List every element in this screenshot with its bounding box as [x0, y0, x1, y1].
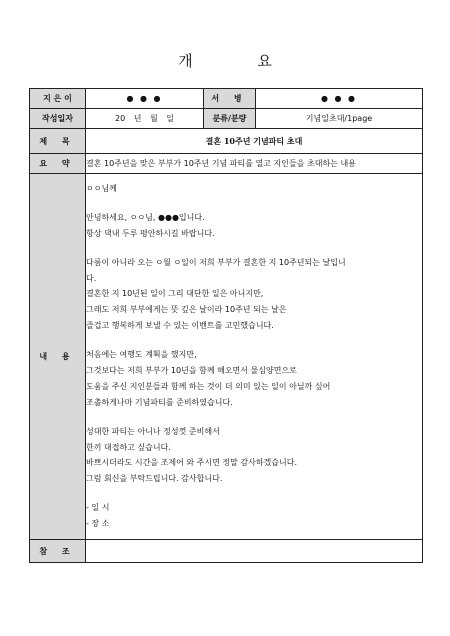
body-line: 조촐하게나마 기념파티를 준비하였습니다.: [86, 397, 233, 407]
greeting-line: ㅇㅇ님께: [86, 183, 117, 193]
summary-value: 결혼 10주년을 맞은 부부가 10주년 기념 파티를 열고 지인들을 초대하는 내용: [86, 154, 423, 174]
author-label: 지 은 이: [30, 89, 86, 109]
reference-label: 참 조: [30, 540, 86, 563]
subject-label: 제 목: [30, 129, 86, 154]
content-label: 내 용: [30, 174, 86, 540]
date-value: 20 년 월 일: [86, 109, 204, 129]
body-line: 그럼 회신을 부탁드립니다. 감사합니다.: [86, 474, 223, 484]
body-line: 그래도 저희 부부에게는 뜻 깊은 날이라 10주년 되는 날은: [86, 305, 287, 315]
body-line: 결혼한 지 10년된 일이 그리 대단한 일은 아니지만,: [86, 289, 264, 299]
body-line: 그것보다는 저희 부부가 10년을 함께 해오면서 물심양면으로: [86, 366, 297, 375]
date-label: 작성일자: [30, 109, 86, 129]
reference-value: [86, 540, 423, 563]
reference-row: [30, 540, 423, 563]
summary-label: 요 약: [30, 154, 86, 174]
document-title: 개 요: [178, 52, 302, 70]
body-line: 도움을 주신 지인분들과 함께 하는 것이 더 의미 있는 일이 아닐까 싶어: [86, 381, 331, 391]
subject-value: 결혼 10주년 기념파티 초대: [86, 129, 423, 154]
author-row: [30, 89, 423, 109]
content-row: [30, 174, 423, 540]
subject-row: [30, 129, 423, 154]
body-line: 다름이 아니라 오는 ㅇ월 ㅇ일이 저희 부부가 결혼한 지 10주년되는 날입니: [86, 257, 346, 267]
section-value: ● ● ●: [256, 89, 423, 109]
author-value: ● ● ●: [86, 89, 204, 109]
body-line: 즐겁고 행복하게 보낼 수 있는 이벤트를 고민했습니다.: [86, 321, 274, 331]
where-line: - 장 소: [86, 519, 110, 529]
content-body: [86, 174, 423, 540]
body-line: 바쁘시더라도 시간을 조제어 와 주시면 정말 감사하겠습니다.: [86, 458, 297, 468]
section-label: 서 병: [204, 89, 256, 109]
body-line: 성대한 파티는 아니나 정성껏 준비해서: [86, 426, 220, 436]
body-line: 한끼 대접하고 싶습니다.: [86, 442, 171, 452]
date-row: [30, 109, 423, 129]
body-line: 다.: [86, 273, 97, 283]
summary-table: [29, 88, 423, 563]
category-label: 분류/분량: [204, 109, 256, 129]
category-value: 기념일초대/1page: [256, 109, 423, 129]
summary-row: [30, 154, 423, 174]
when-line: - 일 시: [86, 503, 110, 513]
body-line: 항상 댁내 두루 평안하시길 바랍니다.: [86, 228, 215, 238]
body-line: 처음에는 여행도 계획을 했지만,: [86, 350, 197, 360]
body-line: 안녕하세요, ㅇㅇ님, ●●●입니다.: [86, 212, 205, 222]
